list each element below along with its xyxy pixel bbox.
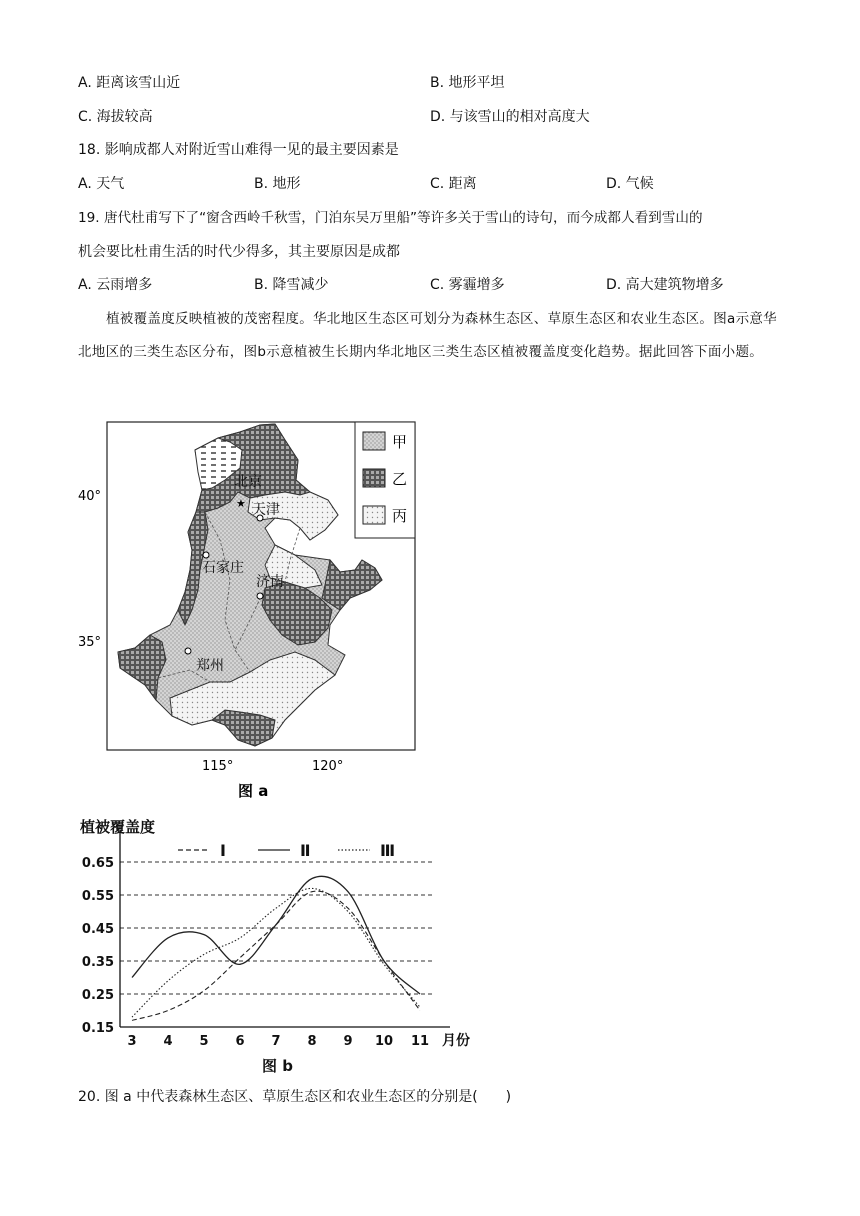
chart-legend-label-1: Ⅰ: [220, 841, 226, 860]
city-shijiazhuang-label: 石家庄: [202, 560, 244, 576]
chart-x-tick-label: 3: [127, 1034, 137, 1049]
q18-option-d: D. 气候: [606, 176, 654, 192]
capital-star-icon: ★: [236, 497, 246, 510]
chart-series-line-3: [132, 888, 420, 1017]
legend-jia-label: 甲: [392, 433, 408, 451]
figure-a-caption: 图 a: [238, 782, 269, 800]
q18-option-a: A. 天气: [78, 176, 125, 192]
legend-yi-label: 乙: [392, 470, 408, 488]
q19-option-a: A. 云雨增多: [78, 277, 153, 293]
q20-stem: 20. 图 a 中代表森林生态区、草原生态区和农业生态区的分别是( ): [78, 1089, 512, 1105]
lon-label-120: 120°: [312, 759, 344, 774]
chart-series-line-2: [132, 876, 420, 994]
chart-title: 植被覆盖度: [80, 818, 156, 836]
chart-x-tick-label: 7: [271, 1034, 281, 1049]
chart-x-axis-label: 月份: [442, 1033, 470, 1049]
lon-label-115: 115°: [202, 759, 234, 774]
figure-b-caption: 图 b: [262, 1057, 293, 1075]
chart-y-tick-label: 0.25: [81, 988, 114, 1003]
chart-x-tick-label: 10: [374, 1034, 394, 1049]
q19-option-d: D. 高大建筑物增多: [606, 277, 724, 293]
chart-legend-label-3: Ⅲ: [380, 841, 396, 860]
lat-label-40: 40°: [78, 489, 102, 504]
legend-bing-swatch: [363, 506, 385, 524]
chart-legend-label-2: Ⅱ: [300, 841, 311, 860]
q19-stem-line2: 机会要比杜甫生活的时代少得多，其主要原因是成都: [78, 244, 400, 260]
q19-option-b: B. 降雪减少: [254, 277, 329, 293]
figure-a-map: [78, 420, 430, 819]
q18-option-b: B. 地形: [254, 176, 301, 192]
chart-y-tick-label: 0.45: [81, 922, 114, 937]
chart-series-line-1: [132, 891, 420, 1020]
city-zhengzhou-marker: [185, 648, 191, 654]
q17-option-a: A. 距离该雪山近: [78, 75, 181, 91]
chart-svg: [70, 810, 490, 1080]
chart-x-tick-label: 8: [307, 1034, 317, 1049]
q17-option-b: B. 地形平坦: [430, 75, 505, 91]
city-tianjin-label: 天津: [252, 502, 280, 518]
legend-jia-swatch: [363, 432, 385, 450]
figure-b-chart: [70, 810, 490, 1084]
legend-yi-swatch: [363, 469, 385, 487]
city-shijiazhuang-marker: [203, 552, 209, 558]
city-jinan-marker: [257, 593, 263, 599]
q17-option-d: D. 与该雪山的相对高度大: [430, 109, 590, 125]
chart-x-tick-label: 9: [343, 1034, 353, 1049]
chart-x-tick-label: 11: [410, 1034, 430, 1049]
city-zhengzhou-label: 郑州: [196, 658, 224, 674]
lat-label-35: 35°: [78, 635, 102, 650]
city-beijing-label: 北京: [234, 474, 262, 490]
chart-x-tick-label: 4: [163, 1034, 173, 1049]
city-jinan-label: 济南: [256, 574, 284, 590]
chart-y-tick-label: 0.15: [81, 1021, 114, 1036]
legend-bing-label: 丙: [392, 507, 408, 525]
q19-option-c: C. 雾霾增多: [430, 277, 505, 293]
chart-x-tick-label: 5: [199, 1034, 209, 1049]
passage-text: 植被覆盖度反映植被的茂密程度。华北地区生态区可划分为森林生态区、草原生态区和农业生态区。图a示意华北地区的三类生态区分布，图b示意植被生长期内华北地区三类生态区植被覆盖度变化趋势。据此回答下面小题。: [78, 311, 777, 360]
q19-stem-line1: 19. 唐代杜甫写下了“窗含西岭千秋雪，门泊东吴万里船”等许多关于雪山的诗句，而今成都人看到雪山的: [78, 210, 703, 226]
passage: [78, 303, 790, 369]
chart-y-tick-label: 0.55: [81, 889, 114, 904]
chart-y-tick-label: 0.65: [81, 856, 114, 871]
chart-x-tick-label: 6: [235, 1034, 245, 1049]
q18-option-c: C. 距离: [430, 176, 477, 192]
q18-stem: 18. 影响成都人对附近雪山难得一见的最主要因素是: [78, 142, 399, 158]
chart-y-tick-label: 0.35: [81, 955, 114, 970]
map-svg: [78, 420, 430, 815]
q17-option-c: C. 海拔较高: [78, 109, 153, 125]
